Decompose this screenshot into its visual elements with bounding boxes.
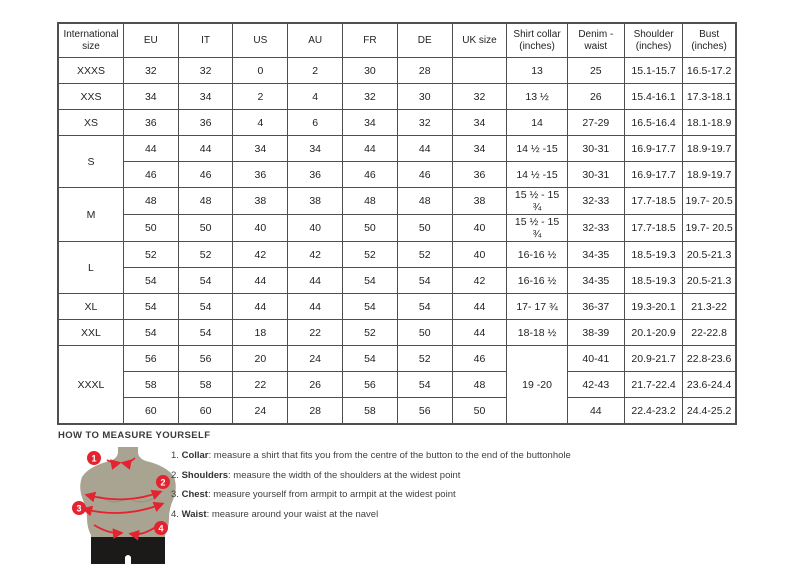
size-cell: 2 [288,58,343,84]
column-header: Denim - waist [567,23,624,58]
shorts-shape [91,537,165,564]
size-cell: 54 [123,294,178,320]
size-cell: 25 [567,58,624,84]
size-cell: 54 [178,294,233,320]
size-cell: 32-33 [567,188,624,215]
size-cell: 18-18 ½ [507,320,567,346]
size-cell: 21.3-22 [683,294,736,320]
size-cell [452,58,507,84]
size-cell: 22 [233,372,288,398]
size-cell: 52 [178,242,233,268]
size-cell: 34 [452,136,507,162]
size-cell: 42-43 [567,372,624,398]
size-cell: 17.7-18.5 [624,188,682,215]
table-row [58,268,736,294]
size-cell: 44 [178,136,233,162]
size-cell: 50 [178,215,233,242]
size-cell: XS [58,110,123,136]
table-row [58,162,736,188]
size-cell: 40 [452,215,507,242]
size-cell: 50 [452,398,507,425]
table-row [58,84,736,110]
marker-4-number: 4 [158,523,164,534]
table-row [58,372,736,398]
column-header: Bust (inches) [683,23,736,58]
marker-2-number: 2 [160,477,166,488]
size-cell: 6 [288,110,343,136]
size-cell: 2 [233,84,288,110]
size-cell: 24.4-25.2 [683,398,736,425]
size-cell: 58 [178,372,233,398]
size-cell: 34-35 [567,242,624,268]
table-row [58,294,736,320]
size-cell: 48 [178,188,233,215]
size-cell: 21.7-22.4 [624,372,682,398]
size-cell: 17.7-18.5 [624,215,682,242]
size-cell: 44 [233,268,288,294]
size-cell: 34 [178,84,233,110]
size-cell: 22 [288,320,343,346]
size-cell: 34 [343,110,398,136]
size-cell: 52 [397,346,452,372]
size-cell: XL [58,294,123,320]
size-cell: 44 [288,294,343,320]
size-cell: 52 [343,242,398,268]
marker-1-number: 1 [91,453,97,464]
size-chart-body [58,58,736,425]
size-cell: 48 [343,188,398,215]
column-header: EU [123,23,178,58]
size-cell: 56 [123,346,178,372]
size-cell: 36 [178,110,233,136]
size-cell: 14 [507,110,567,136]
table-row [58,188,736,215]
size-chart-header-row [58,23,736,58]
size-cell: 34 [452,110,507,136]
column-header: DE [397,23,452,58]
table-row [58,215,736,242]
size-cell: M [58,188,123,242]
size-cell: XXL [58,320,123,346]
size-cell: 18.5-19.3 [624,242,682,268]
size-cell: 17- 17 ¾ [507,294,567,320]
size-cell: 16.9-17.7 [624,162,682,188]
size-cell: 40 [288,215,343,242]
size-cell: 34-35 [567,268,624,294]
measure-step-shoulders: 2. Shoulders: measure the width of the shoulders at the widest point [171,469,461,481]
size-cell: 34 [233,136,288,162]
table-row [58,58,736,84]
size-cell: 17.3-18.1 [683,84,736,110]
size-cell: 38 [452,188,507,215]
size-cell: 18.9-19.7 [683,136,736,162]
size-cell: 58 [123,372,178,398]
size-cell: 32 [343,84,398,110]
size-cell: L [58,242,123,294]
size-cell: 19.7- 20.5 [683,188,736,215]
size-cell: 4 [233,110,288,136]
size-cell: 15.4-16.1 [624,84,682,110]
size-cell: 56 [397,398,452,425]
size-cell: 16.9-17.7 [624,136,682,162]
size-cell: 22.8-23.6 [683,346,736,372]
size-cell: 34 [123,84,178,110]
size-cell: 36 [288,162,343,188]
size-cell: 38-39 [567,320,624,346]
size-cell: 20.5-21.3 [683,242,736,268]
size-cell: 52 [397,242,452,268]
size-cell: 60 [123,398,178,425]
size-cell: 50 [343,215,398,242]
size-cell: 20.9-21.7 [624,346,682,372]
size-cell: 32 [397,110,452,136]
marker-3-number: 3 [76,503,82,514]
size-cell: 54 [397,294,452,320]
size-cell: 44 [123,136,178,162]
size-cell: 13 [507,58,567,84]
size-cell: XXXL [58,346,123,425]
size-cell: 40-41 [567,346,624,372]
size-cell: 50 [397,320,452,346]
size-cell: 16-16 ½ [507,268,567,294]
size-cell: 44 [397,136,452,162]
size-cell: 56 [178,346,233,372]
size-cell: 44 [288,268,343,294]
size-cell: 14 ½ -15 [507,136,567,162]
size-cell: 16.5-17.2 [683,58,736,84]
size-cell: XXS [58,84,123,110]
size-cell: 26 [288,372,343,398]
size-cell: 14 ½ -15 [507,162,567,188]
size-cell: 56 [343,372,398,398]
size-chart-section [57,22,737,425]
column-header: IT [178,23,233,58]
size-cell: 58 [343,398,398,425]
size-cell: 40 [452,242,507,268]
size-cell: 19.3-20.1 [624,294,682,320]
size-cell: 42 [288,242,343,268]
size-cell: 60 [178,398,233,425]
size-cell: 32 [178,58,233,84]
size-cell: 34 [288,136,343,162]
size-cell: 52 [123,242,178,268]
size-cell: 18.9-19.7 [683,162,736,188]
measure-step-collar: 1. Collar: measure a shirt that fits you from the centre of the button to the end of the buttonhole [171,450,571,461]
size-cell: 19 -20 [507,346,567,425]
size-cell: 16.5-16.4 [624,110,682,136]
column-header: Shoulder (inches) [624,23,682,58]
size-cell: 4 [288,84,343,110]
size-cell: 46 [178,162,233,188]
size-cell: 46 [123,162,178,188]
size-cell: 19.7- 20.5 [683,215,736,242]
table-row [58,110,736,136]
column-header: FR [343,23,398,58]
size-cell: 23.6-24.4 [683,372,736,398]
size-cell: 46 [452,346,507,372]
size-cell: 36 [233,162,288,188]
size-cell: 32-33 [567,215,624,242]
size-cell: 48 [397,188,452,215]
table-row [58,242,736,268]
size-cell: 13 ½ [507,84,567,110]
size-cell: 16-16 ½ [507,242,567,268]
size-cell: 54 [123,320,178,346]
size-cell: 18.5-19.3 [624,268,682,294]
size-cell: 48 [452,372,507,398]
size-cell: 15 ½ - 15 ¾ [507,188,567,215]
size-cell: 18 [233,320,288,346]
size-cell: 20.5-21.3 [683,268,736,294]
size-cell: 46 [397,162,452,188]
size-cell: 52 [343,320,398,346]
size-cell: 54 [343,268,398,294]
size-cell: 26 [567,84,624,110]
column-header: US [233,23,288,58]
measure-step-chest: 3. Chest: measure yourself from armpit to armpit at the widest point [171,489,456,500]
size-cell: 18.1-18.9 [683,110,736,136]
size-cell: 32 [123,58,178,84]
size-cell: 38 [233,188,288,215]
size-cell: 0 [233,58,288,84]
size-chart-table [57,22,737,425]
size-cell: 30-31 [567,162,624,188]
size-cell: 54 [123,268,178,294]
measure-heading: HOW TO MEASURE YOURSELF [58,430,211,441]
size-cell: 22.4-23.2 [624,398,682,425]
size-cell: 36-37 [567,294,624,320]
size-cell: 30 [397,84,452,110]
size-cell: 24 [288,346,343,372]
size-cell: 54 [343,346,398,372]
size-cell: 44 [233,294,288,320]
column-header: UK size [452,23,507,58]
size-cell: 54 [397,372,452,398]
size-cell: 20 [233,346,288,372]
size-cell: 30-31 [567,136,624,162]
column-header: International size [58,23,123,58]
size-cell: S [58,136,123,188]
size-cell: 36 [123,110,178,136]
size-cell: 30 [343,58,398,84]
size-cell: 44 [452,320,507,346]
size-cell: 42 [233,242,288,268]
size-cell: 22-22.8 [683,320,736,346]
table-row [58,346,736,372]
size-cell: 28 [397,58,452,84]
measure-instructions [171,450,641,528]
size-cell: 40 [233,215,288,242]
size-cell: 50 [123,215,178,242]
size-cell: 24 [233,398,288,425]
measure-step-waist: 4. Waist: measure around your waist at the navel [171,508,379,520]
size-cell: 15 ½ - 15 ¾ [507,215,567,242]
size-cell: 54 [178,320,233,346]
size-cell: 44 [567,398,624,425]
table-row [58,320,736,346]
table-row [58,398,736,425]
size-cell: 46 [343,162,398,188]
size-cell: 38 [288,188,343,215]
size-cell: 15.1-15.7 [624,58,682,84]
size-cell: 32 [452,84,507,110]
size-cell: 54 [343,294,398,320]
size-cell: 44 [452,294,507,320]
size-cell: 28 [288,398,343,425]
size-cell: 48 [123,188,178,215]
size-cell: 20.1-20.9 [624,320,682,346]
size-cell: 44 [343,136,398,162]
column-header: AU [288,23,343,58]
size-cell: 36 [452,162,507,188]
size-cell: XXXS [58,58,123,84]
size-cell: 54 [178,268,233,294]
column-header: Shirt collar (inches) [507,23,567,58]
size-cell: 50 [397,215,452,242]
size-cell: 42 [452,268,507,294]
size-cell: 54 [397,268,452,294]
table-row [58,136,736,162]
size-cell: 27-29 [567,110,624,136]
